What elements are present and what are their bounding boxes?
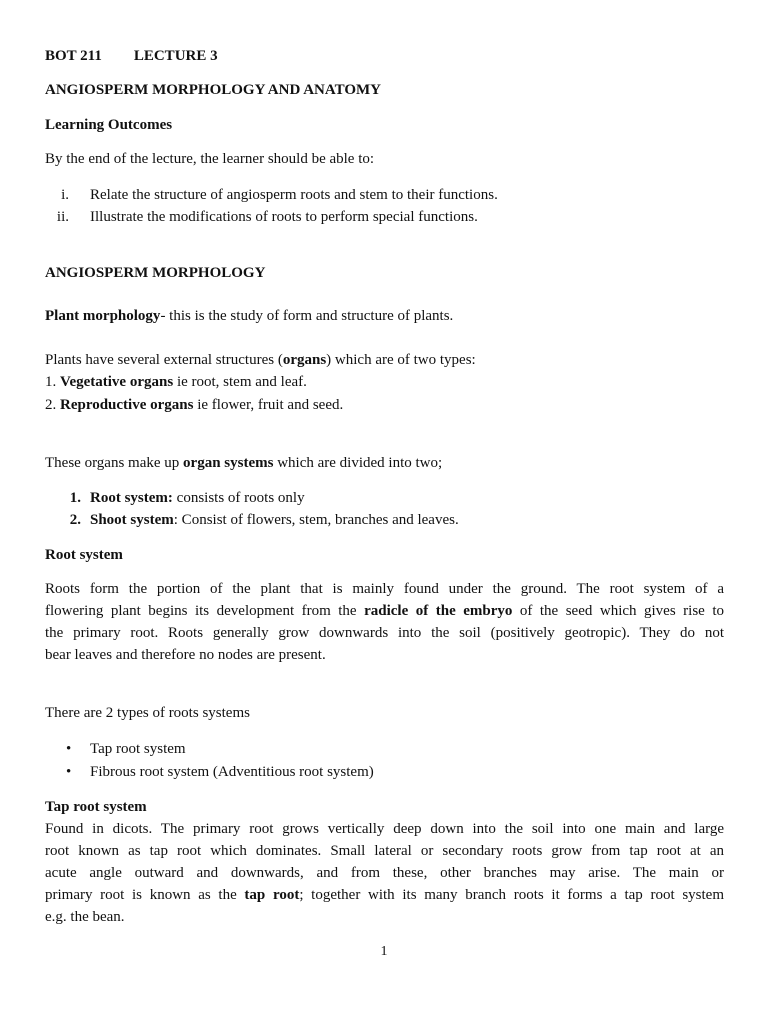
outcome-marker: i. <box>61 187 69 203</box>
outcome-item <box>45 184 724 206</box>
course-code: BOT 211 <box>45 48 102 64</box>
plant-morphology-definition <box>45 305 724 327</box>
organ-type-term: Vegetative organs <box>60 374 174 390</box>
organ-systems-intro <box>45 452 724 474</box>
root-type-text: Fibrous root system (Adventitious root system) <box>90 764 374 780</box>
root-system-heading: Root system <box>45 547 123 563</box>
root-type-text: Tap root system <box>90 741 186 757</box>
course-header <box>45 45 724 67</box>
organ-system-marker: 1. <box>69 490 81 506</box>
learning-outcomes-intro: By the end of the lecture, the learner should be able to: <box>45 151 375 167</box>
outcome-text: Relate the structure of angiosperm roots and stem to their functions. <box>90 187 498 203</box>
organs-intro-text-end: ) which are of two types: <box>326 352 476 368</box>
outcome-marker: ii. <box>56 209 69 225</box>
organ-system-text: : Consist of flowers, stem, branches and leaves. <box>173 512 459 528</box>
organ-system-term: Shoot system <box>90 512 174 528</box>
definition-term: Plant morphology <box>45 308 161 324</box>
root-type-item <box>45 738 724 760</box>
outcome-item <box>45 206 724 228</box>
paragraph-text: ; together with its many branch roots it forms a tap root system <box>299 887 724 903</box>
lecture-number: LECTURE 3 <box>133 48 218 64</box>
organ-type-text: ie flower, fruit and seed. <box>193 397 344 413</box>
tap-root-paragraph-line: e.g. the bean. <box>45 909 125 925</box>
outcome-text: Illustrate the modifications of roots to perform special functions. <box>90 209 478 225</box>
organs-intro-text: Plants have several external structures ( <box>45 352 283 368</box>
tap-root-paragraph-line <box>45 884 724 906</box>
root-system-paragraph-line: Roots form the portion of the plant that is mainly found under the ground. The root system of a <box>45 581 724 597</box>
organ-type-number: 1. <box>45 374 57 390</box>
organ-system-marker: 2. <box>69 512 81 528</box>
radicle-term: radicle of the embryo <box>364 603 513 619</box>
paragraph-text: primary root is known as the <box>45 887 245 903</box>
organ-system-item <box>45 509 724 531</box>
tap-root-term: tap root <box>244 887 300 903</box>
organ-type-text: ie root, stem and leaf. <box>173 374 307 390</box>
root-system-paragraph-line: bear leaves and therefore no nodes are present. <box>45 647 326 663</box>
document-title: ANGIOSPERM MORPHOLOGY AND ANATOMY <box>45 82 381 98</box>
page-number: 1 <box>380 944 388 959</box>
systems-intro-text-end: which are divided into two; <box>273 455 443 471</box>
organ-system-term: Root system: <box>90 490 173 506</box>
tap-root-paragraph-line: root known as tap root which dominates. Small lateral or secondary roots grow from tap root at an <box>45 843 724 859</box>
root-system-paragraph-line <box>45 600 724 622</box>
tap-root-paragraph-line: acute angle outward and downwards, and from these, other branches may arise. The main or <box>45 865 724 881</box>
organ-type-item <box>45 394 724 416</box>
systems-intro-text: These organs make up <box>45 455 184 471</box>
organ-systems-term: organ systems <box>183 455 274 471</box>
organ-system-text: consists of roots only <box>172 490 305 506</box>
root-types-intro: There are 2 types of roots systems <box>45 705 250 721</box>
root-system-paragraph-line: the primary root. Roots generally grow downwards into the soil (positively geotropic). They do not <box>45 625 724 641</box>
root-type-item <box>45 761 724 783</box>
organs-term: organs <box>282 352 327 368</box>
organ-system-item <box>45 487 724 509</box>
definition-text: - this is the study of form and structure of plants. <box>160 308 454 324</box>
paragraph-text: flowering plant begins its development from the <box>45 603 365 619</box>
bullet-icon: • <box>66 764 72 780</box>
paragraph-text: of the seed which gives rise to <box>512 603 724 619</box>
tap-root-heading: Tap root system <box>45 799 147 815</box>
learning-outcomes-heading: Learning Outcomes <box>45 117 173 133</box>
bullet-icon: • <box>66 741 72 757</box>
organ-type-item <box>45 371 724 393</box>
morphology-heading: ANGIOSPERM MORPHOLOGY <box>45 265 266 281</box>
organs-intro <box>45 349 724 371</box>
tap-root-paragraph-line: Found in dicots. The primary root grows vertically deep down into the soil into one main and large <box>45 821 724 837</box>
organ-type-number: 2. <box>45 397 57 413</box>
organ-type-term: Reproductive organs <box>60 397 194 413</box>
